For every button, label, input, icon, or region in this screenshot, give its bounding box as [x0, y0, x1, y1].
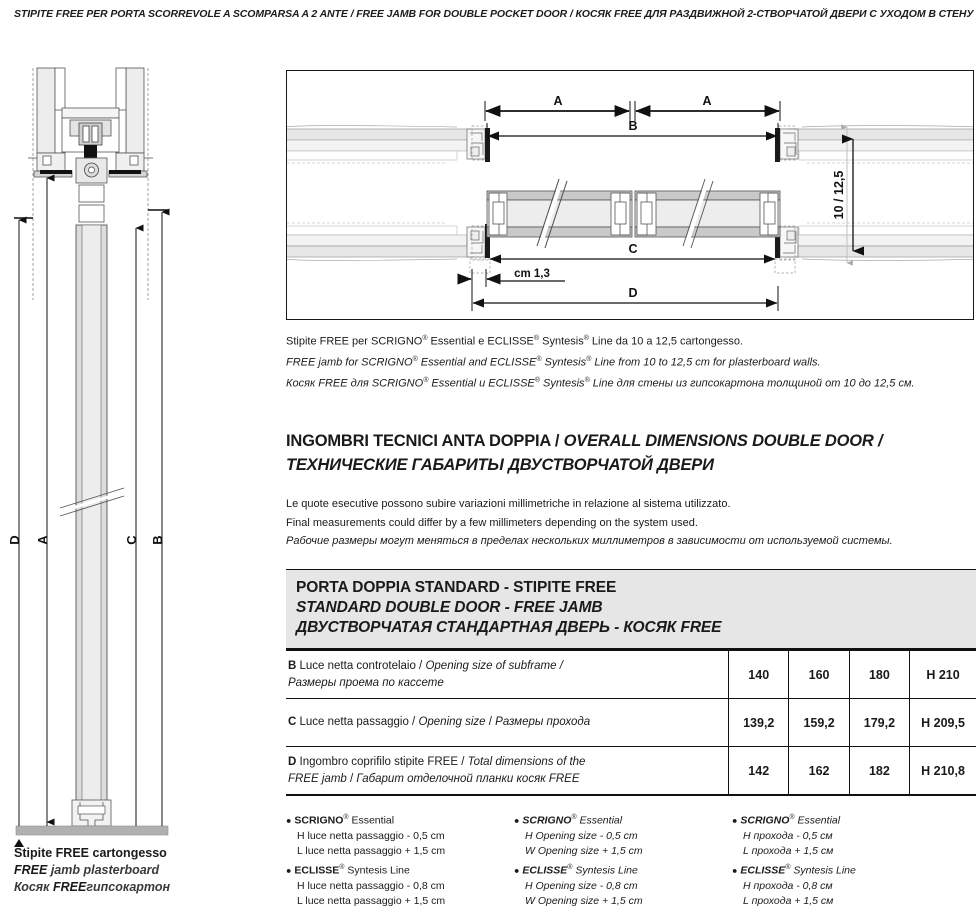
footnote-scrigno-l: L luce netta passaggio + 1,5 cm: [297, 845, 446, 858]
cell-c-1592: 159,2: [789, 699, 849, 747]
svg-text:D: D: [7, 535, 22, 545]
footnote-scrigno-l: L прохода + 1,5 см: [743, 845, 834, 858]
svg-text:A: A: [702, 94, 712, 108]
footnote-eclisse-l: L прохода + 1,5 см: [743, 895, 834, 908]
cell-d-h2108: H 210,8: [910, 747, 976, 795]
bullet-icon: ●: [286, 815, 292, 826]
svg-text:cm 1,3: cm 1,3: [514, 268, 550, 280]
section-heading-it: INGOMBRI TECNICI ANTA DOPPIA /: [286, 432, 564, 451]
section-note: [286, 495, 974, 551]
cell-d-182: 182: [849, 747, 909, 795]
bullet-icon: ●: [514, 865, 520, 876]
svg-text:C: C: [124, 535, 139, 545]
cell-c-h2095: H 209,5: [910, 699, 976, 747]
table-row: [286, 747, 976, 795]
left-caption-en: FREE jamb plasterboard: [14, 863, 160, 877]
footnote-eclisse-w: W Opening size + 1,5 cm: [525, 895, 643, 908]
row-label-c: C Luce netta passaggio / Opening size / Размеры прохода: [286, 699, 729, 747]
footnote-scrigno-h: H Opening size - 0,5 cm: [525, 829, 638, 842]
footnotes-column-ru: [722, 810, 940, 910]
table-row: [286, 699, 976, 747]
footnotes: [286, 810, 976, 910]
svg-text:B: B: [150, 535, 165, 545]
cell-c-1792: 179,2: [849, 699, 909, 747]
footnote-eclisse-h: H прохода - 0,8 см: [743, 879, 833, 892]
plan-caption-it: Stipite FREE per SCRIGNO® Essential e ECLISSE® Syntesis® Line da 10 a 12,5 cartongesso.: [286, 335, 743, 348]
footnote-item-scrigno: ● SCRIGNO® Essential: [514, 813, 623, 827]
section-note-it: Le quote esecutive possono subire variazioni millimetriche in relazione al sistema utilizzato.: [286, 498, 731, 511]
cell-b-h210: H 210: [910, 651, 976, 699]
svg-text:D: D: [628, 286, 638, 300]
table-row: [286, 651, 976, 699]
dimensions-table: [286, 569, 976, 796]
plan-caption-ru: Косяк FREE для SCRIGNO® Essential и ECLISSE® Syntesis® Line для стены из гипсокартона толщиной от 10 до 12,5 см.: [286, 377, 915, 390]
footnote-scrigno-h: H luce netta passaggio - 0,5 cm: [297, 829, 445, 842]
footnote-item-eclisse: ● ECLISSE® Syntesis Line: [732, 863, 856, 877]
table-banner: [286, 570, 976, 648]
row-label-d: D Ingombro coprifilo stipite FREE / Total dimensions of the FREE jamb / Габарит отделочной планки косяк FREE: [286, 747, 729, 795]
cell-b-140: 140: [729, 651, 789, 699]
cell-b-180: 180: [849, 651, 909, 699]
left-drawing-caption: [14, 845, 264, 896]
cell-c-1392: 139,2: [729, 699, 789, 747]
footnote-item-eclisse: ● ECLISSE® Syntesis Line: [514, 863, 638, 877]
cell-d-142: 142: [729, 747, 789, 795]
left-section-drawing: [0, 60, 270, 850]
plan-caption: [286, 330, 974, 393]
cell-d-162: 162: [789, 747, 849, 795]
row-label-b: B Luce netta controtelaio / Opening size of subframe / Размеры проема по кассете: [286, 651, 729, 699]
bullet-icon: ●: [286, 865, 292, 876]
section-note-ru: Рабочие размеры могут меняться в пределах нескольких миллиметров в зависимости от используемой системы.: [286, 535, 893, 548]
table-banner-it: PORTA DOPPIA STANDARD - STIPITE FREE: [296, 578, 617, 596]
table-banner-en: STANDARD DOUBLE DOOR - FREE JAMB: [296, 598, 603, 616]
bullet-icon: ●: [732, 865, 738, 876]
svg-text:A: A: [553, 94, 563, 108]
footnotes-column-en: [504, 810, 722, 910]
svg-text:B: B: [628, 119, 638, 133]
footnote-scrigno-h: H прохода - 0,5 см: [743, 829, 833, 842]
svg-text:A: A: [35, 535, 50, 545]
plan-caption-en: FREE jamb for SCRIGNO® Essential and ECLISSE® Syntesis® Line from 10 to 12,5 cm for plasterboard walls.: [286, 356, 821, 369]
section-note-en: Final measurements could differ by a few millimeters depending on the system used.: [286, 516, 698, 529]
footnotes-column-it: [286, 810, 504, 910]
section-heading-en: OVERALL DIMENSIONS DOUBLE DOOR /: [563, 432, 883, 451]
bullet-icon: ●: [732, 815, 738, 826]
bullet-icon: ●: [514, 815, 520, 826]
table-banner-ru: ДВУСТВОРЧАТАЯ СТАНДАРТНАЯ ДВЕРЬ - КОСЯК FREE: [296, 618, 722, 636]
svg-text:10 / 12,5: 10 / 12,5: [832, 170, 846, 220]
footnote-item-eclisse: ● ECLISSE® Syntesis Line: [286, 863, 410, 877]
left-caption-it: Stipite FREE cartongesso: [14, 846, 167, 860]
section-heading: [286, 429, 974, 477]
footnote-item-scrigno: ● SCRIGNO® Essential: [286, 813, 395, 827]
page-title: STIPITE FREE PER PORTA SCORREVOLE A SCOMPARSA A 2 ANTE / FREE JAMB FOR DOUBLE POCKET DOOR / КОСЯК FREE ДЛЯ РАЗДВИЖНОЙ 2-СТВОРЧАТОЙ ДВЕРИ С УХОДОМ В СТЕНУ: [14, 8, 974, 20]
cell-b-160: 160: [789, 651, 849, 699]
plan-section-drawing: [286, 70, 974, 320]
footnote-eclisse-h: H Opening size - 0,8 cm: [525, 879, 638, 892]
footnote-scrigno-w: W Opening size + 1,5 cm: [525, 845, 643, 858]
footnote-item-scrigno: ● SCRIGNO® Essential: [732, 813, 841, 827]
section-heading-ru: ТЕХНИЧЕСКИЕ ГАБАРИТЫ ДВУСТВОРЧАТОЙ ДВЕРИ: [286, 456, 714, 475]
svg-text:C: C: [628, 242, 638, 256]
footnote-eclisse-l: L luce netta passaggio + 1,5 cm: [297, 895, 446, 908]
left-caption-ru: Косяк FREEгипсокартон: [14, 880, 171, 894]
footnote-eclisse-h: H luce netta passaggio - 0,8 cm: [297, 879, 445, 892]
